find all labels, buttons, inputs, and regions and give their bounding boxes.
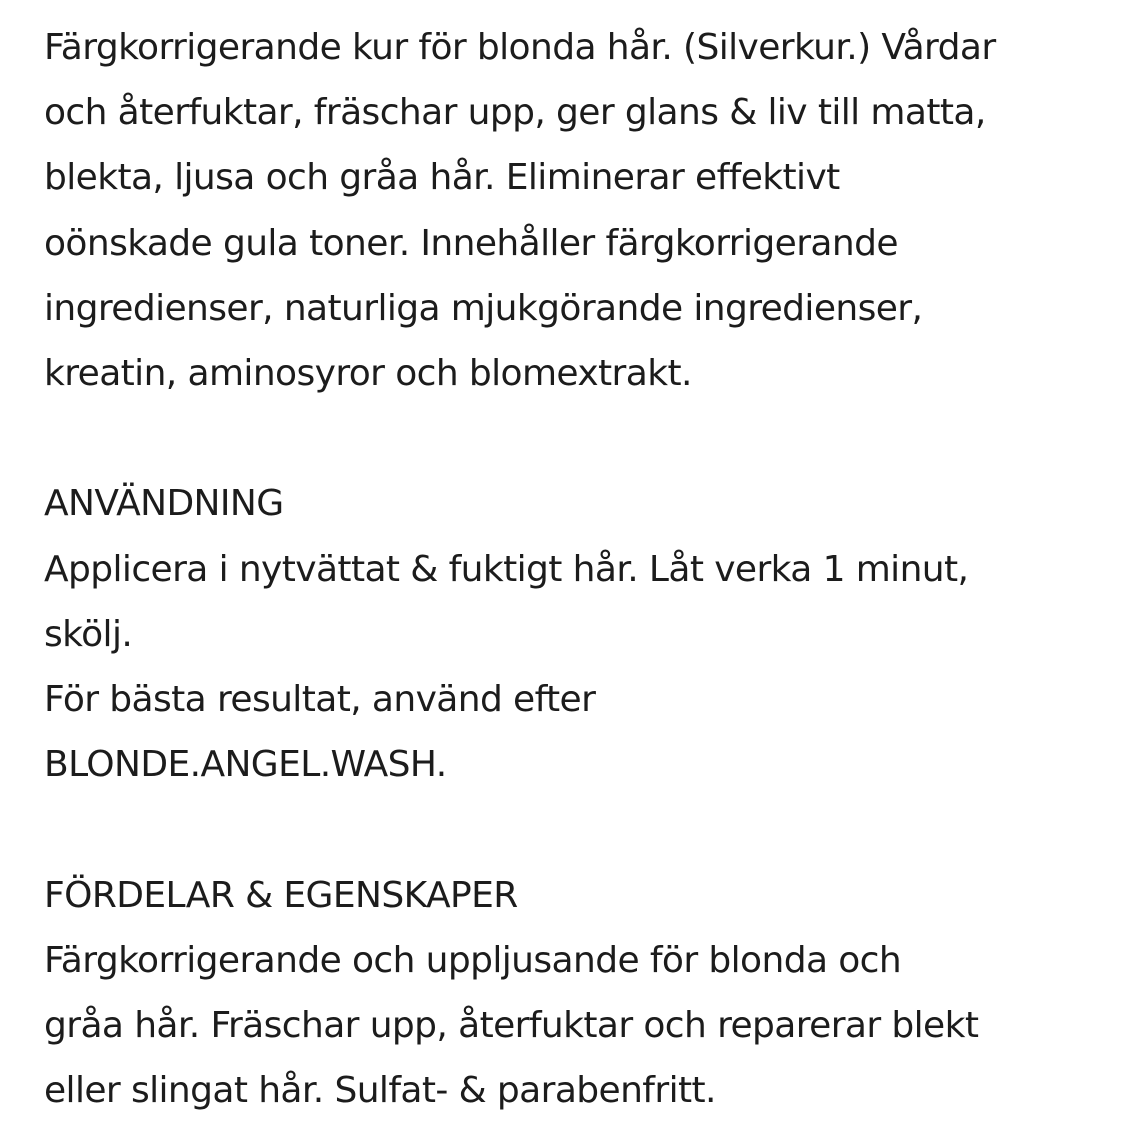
benefits-line: eller slingat hår. Sulfat- & parabenfritt.	[44, 1070, 716, 1112]
benefits-line: gråa hår. Fräschar upp, återfuktar och reparerar blekt	[44, 1005, 979, 1047]
usage-heading: ANVÄNDNING	[44, 483, 284, 525]
description-line: Färgkorrigerande kur för blonda hår. (Silverkur.) Vårdar	[44, 27, 996, 68]
description-section	[44, 15, 1094, 406]
benefits-section	[44, 863, 1094, 1124]
product-description	[44, 15, 1094, 1123]
description-line: oönskade gula toner. Innehåller färgkorrigerande	[44, 222, 898, 264]
usage-line: BLONDE.ANGEL.WASH.	[44, 744, 447, 786]
description-line: och återfuktar, fräschar upp, ger glans & liv till matta,	[44, 92, 986, 134]
section-spacer	[44, 797, 1094, 862]
usage-line: Applicera i nytvättat & fuktigt hår. Låt verka 1 minut,	[44, 548, 969, 590]
benefits-heading: FÖRDELAR & EGENSKAPER	[44, 874, 518, 916]
description-line: ingredienser, naturliga mjukgörande ingredienser,	[44, 287, 923, 329]
description-line: blekta, ljusa och gråa hår. Eliminerar effektivt	[44, 157, 840, 199]
usage-line: skölj.	[44, 613, 133, 655]
usage-section	[44, 471, 1094, 797]
benefits-line: Färgkorrigerande och uppljusande för blonda och	[44, 939, 902, 981]
usage-line: För bästa resultat, använd efter	[44, 679, 596, 721]
description-line: kreatin, aminosyror och blomextrakt.	[44, 353, 692, 395]
section-spacer	[44, 406, 1094, 471]
